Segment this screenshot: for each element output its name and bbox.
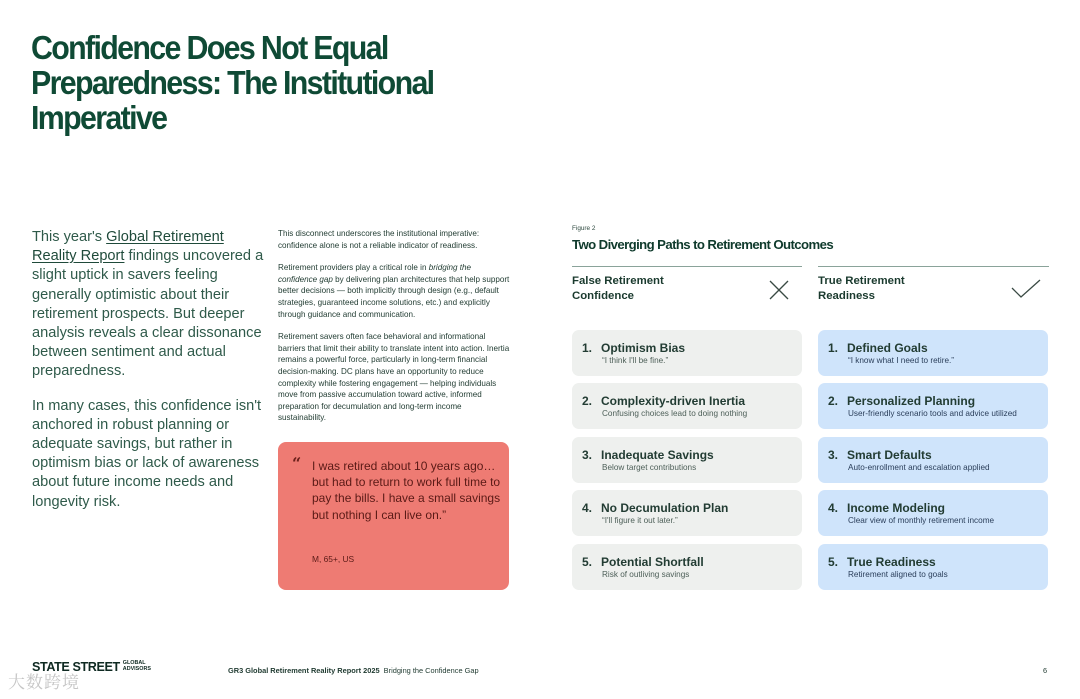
true-column-rule	[818, 266, 1049, 267]
quote-attribution: M, 65+, US	[312, 554, 355, 564]
body-paragraph-3: Retirement savers often face behavioral and informational barriers that limit their ability to translate intent into action. Inertia remains a powerful force, particularly in long-term financial decision-making. DC plans have an opportunity to reduce complexity while fostering engagement — helping individuals move from passive accumulation toward active, informed preparation for decumulation and long-term income sustainability.	[278, 332, 510, 423]
item-subtitle: Auto-enrollment and escalation applied	[848, 463, 990, 472]
item-title: Potential Shortfall	[601, 555, 704, 569]
lead-paragraph-1	[32, 228, 268, 382]
title-line-1: Confidence Does Not Equal	[31, 29, 388, 66]
item-number: 3.	[582, 448, 593, 462]
true-item-2	[818, 383, 1048, 429]
item-number: 3.	[828, 448, 839, 462]
true-item-1	[818, 330, 1048, 376]
item-subtitle: Confusing choices lead to doing nothing	[602, 409, 748, 418]
lead-paragraph-2: In many cases, this confidence isn't anchored in robust planning or adequate savings, but rather in optimism bias or lack of awareness about future income needs and longevity risk.	[32, 397, 262, 510]
item-number: 5.	[828, 555, 839, 569]
false-column-rule	[572, 266, 802, 267]
true-heading-line-1: True Retirement	[818, 275, 905, 287]
item-subtitle: Retirement aligned to goals	[848, 570, 948, 579]
item-number: 4.	[828, 501, 839, 515]
item-subtitle: “I'll figure it out later.”	[602, 516, 678, 525]
false-heading-line-1: False Retirement	[572, 275, 664, 287]
false-item-3	[572, 437, 802, 483]
false-item-5	[572, 544, 802, 590]
body-text	[278, 228, 510, 435]
item-title: No Decumulation Plan	[601, 501, 729, 515]
page-number: 6	[1043, 666, 1048, 675]
logo-main-text: STATE STREET	[32, 660, 120, 674]
item-title: Inadequate Savings	[601, 448, 714, 462]
lead-p1-suffix: findings uncovered a slight uptick in savers feeling generally optimistic about their retirement prospects. But deeper analysis reveals a clear dissonance between sentiment and actual preparedness.	[32, 248, 264, 380]
item-subtitle: “I think I'll be fine.”	[602, 356, 669, 365]
report-link[interactable]: Global Retirement Reality Report	[32, 229, 224, 265]
title-line-3: Imperative	[31, 99, 167, 136]
figure-label: Figure 2	[572, 225, 596, 232]
item-title: Personalized Planning	[847, 394, 976, 408]
item-subtitle: Clear view of monthly retirement income	[848, 516, 995, 525]
item-number: 2.	[582, 394, 593, 408]
item-title: True Readiness	[847, 555, 936, 569]
false-heading-line-2: Confidence	[572, 290, 635, 302]
footer-report-bold: GR3 Global Retirement Reality Report 2025	[228, 666, 380, 675]
false-column-heading	[572, 274, 692, 304]
item-number: 1.	[828, 341, 839, 355]
item-title: Income Modeling	[847, 501, 946, 515]
logo-small-text	[123, 661, 151, 672]
item-title: Complexity-driven Inertia	[601, 394, 746, 408]
item-number: 4.	[582, 501, 593, 515]
check-icon	[1010, 278, 1042, 302]
quote-text: I was retired about 10 years ago… but had to return to work full time to pay the bills. I have a small savings but nothing I can live on.”	[312, 459, 501, 522]
body-paragraph-1: This disconnect underscores the institutional imperative: confidence alone is not a reliable indicator of readiness.	[278, 229, 480, 250]
footer-report-title	[228, 666, 479, 675]
lead-p1-prefix: This year's	[32, 229, 107, 245]
item-number: 1.	[582, 341, 593, 355]
title-line-2: Preparedness: The Institutional	[31, 64, 434, 101]
item-subtitle: User-friendly scenario tools and advice utilized	[848, 409, 1017, 418]
lead-text	[32, 228, 268, 527]
true-item-5	[818, 544, 1048, 590]
x-icon	[767, 278, 791, 302]
item-title: Smart Defaults	[847, 448, 932, 462]
body-p2-italic: bridging the confidence gap	[278, 263, 472, 284]
body-paragraph-2	[278, 262, 510, 320]
footer-report-sub: Bridging the Confidence Gap	[383, 666, 479, 675]
quote-mark-icon: “	[292, 454, 302, 473]
figure-title: Two Diverging Paths to Retirement Outcomes	[572, 237, 834, 252]
item-subtitle: “I know what I need to retire.”	[848, 356, 955, 365]
item-subtitle: Below target contributions	[602, 463, 697, 472]
item-subtitle: Risk of outliving savings	[602, 570, 690, 579]
item-number: 5.	[582, 555, 593, 569]
false-item-1	[572, 330, 802, 376]
true-item-3	[818, 437, 1048, 483]
false-item-4	[572, 490, 802, 536]
item-title: Optimism Bias	[601, 341, 686, 355]
true-column-heading	[818, 274, 938, 304]
quote-card	[278, 442, 509, 590]
true-item-4	[818, 490, 1048, 536]
body-p2-prefix: Retirement providers play a critical role in	[278, 263, 429, 273]
item-title: Defined Goals	[847, 341, 928, 355]
watermark: 大数跨境	[8, 673, 80, 693]
logo-small-line-1: GLOBAL	[122, 660, 146, 667]
false-item-2	[572, 383, 802, 429]
page-title	[31, 30, 436, 135]
item-number: 2.	[828, 394, 839, 408]
body-p2-suffix: by delivering plan architectures that help support better decisions — both implicitly through design (e.g., default strategies, guaranteed income solutions, etc.) and explicitly through guidance and communication.	[278, 274, 510, 319]
true-heading-line-2: Readiness	[818, 290, 875, 302]
logo-small-line-2: ADVISORS	[122, 666, 151, 672]
